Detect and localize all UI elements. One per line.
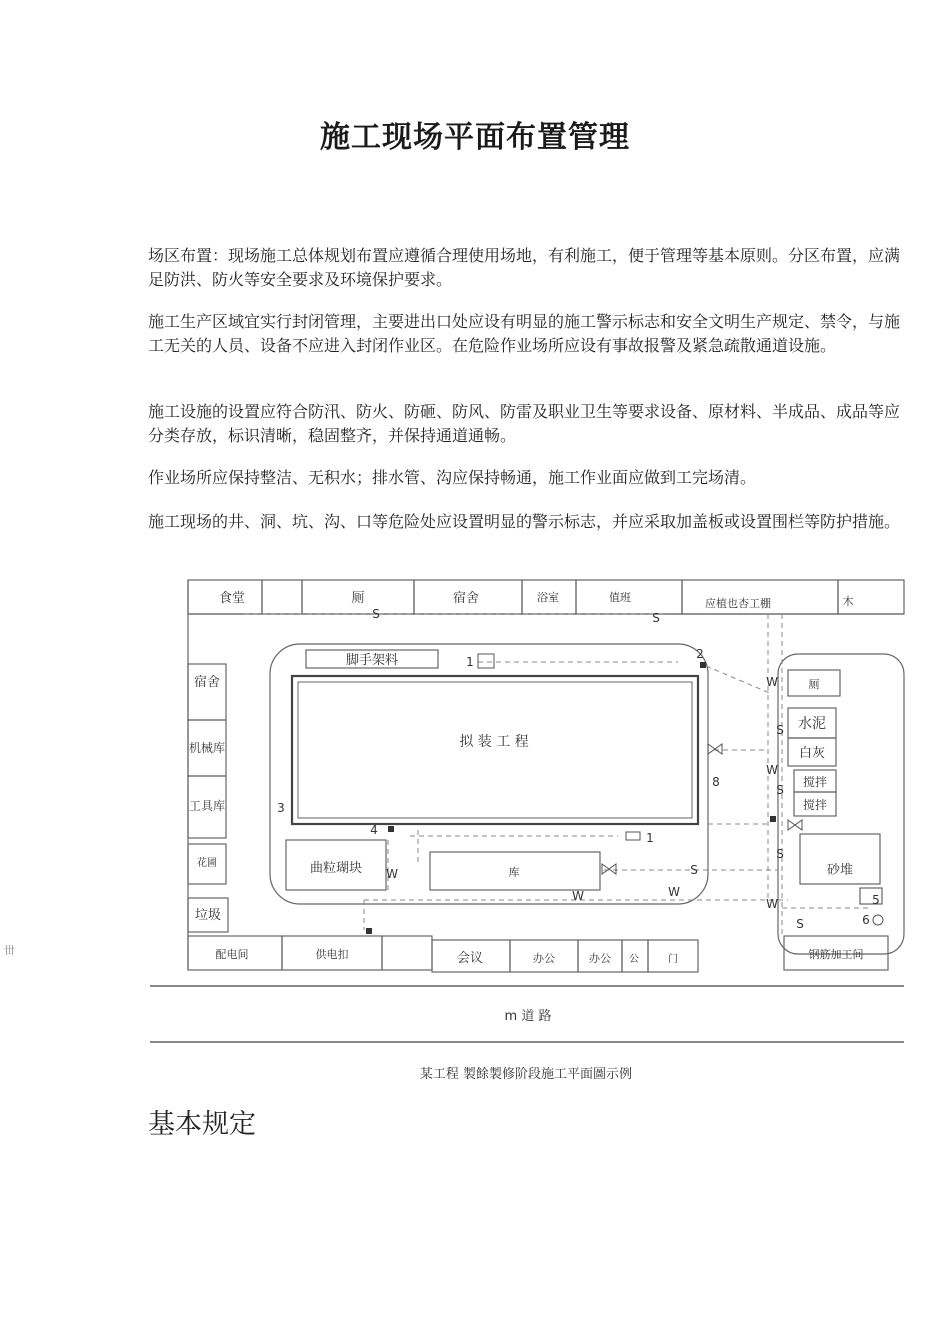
- paragraph-facility-setup: 施工设施的设置应符合防汛、防火、防砸、防风、防雷及职业卫生等要求设备、原材料、半成品、成品等应分类存放，标识清晰，稳固整齐，并保持通道通畅。: [148, 402, 901, 445]
- plan-label-canteen: 食堂: [218, 591, 246, 606]
- pipe-label-w-4: W: [386, 867, 398, 881]
- page-title: 施工现场平面布置管理: [320, 120, 630, 155]
- plan-label-shed: 应植也杏工棚: [705, 597, 771, 610]
- plan-label-mixer-1: 搅拌: [802, 775, 828, 789]
- plan-label-office-3: 公: [629, 954, 639, 965]
- plan-label-power-supply: 供电扣: [315, 948, 349, 961]
- paragraph-closed-management: 施工生产区域宜实行封闭管理，主要进出口处应设有明显的施工警示标志和安全文明生产规定、禁令，与施工无关的人员、设备不应进入封闭作业区。在危险作业场所应设有事故报警及紧急疏散通道设施。: [148, 312, 901, 355]
- plan-label-block: 曲粒瑚块: [309, 861, 363, 876]
- plan-number-1b: 1: [646, 831, 654, 845]
- pipe-label-w-3: W: [766, 897, 778, 911]
- plan-caption: 某工程 製餘製修阶段施工平面圖示例: [419, 1067, 633, 1082]
- plan-room-top-gap: [262, 580, 302, 614]
- paragraph-site-layout: 场区布置：现场施工总体规划布置应遵循合理使用场地，有利施工，便于管理等基本原则。分区布置，应满足防洪、防火等安全要求及环境保护要求。: [148, 246, 901, 289]
- plan-number-1: 1: [466, 655, 474, 669]
- pipe-label-s-3: S: [776, 723, 784, 737]
- pipe-label-s-2: S: [652, 611, 660, 625]
- pipe-label-w-6: W: [668, 885, 680, 899]
- pipe-label-s-4: S: [776, 783, 784, 797]
- pipe-label-w-2: W: [766, 763, 778, 777]
- plan-label-right-toilet: 厕: [808, 678, 820, 691]
- plan-label-garbage: 垃圾: [194, 908, 222, 923]
- plan-label-office-2: 办公: [589, 952, 611, 965]
- paragraph-work-area: 作业场所应保持整洁、无积水；排水管、沟应保持畅通，施工作业面应做到工完场清。: [148, 468, 757, 487]
- pipe-label-s-5: S: [776, 847, 784, 861]
- plan-label-duty: 值班: [609, 591, 631, 604]
- pipe-label-s-1: S: [372, 607, 380, 621]
- plan-label-rebar: 钢筋加工间: [808, 948, 864, 961]
- plan-label-office-1: 办公: [533, 952, 555, 965]
- plan-number-8: 8: [712, 775, 720, 789]
- plan-label-gate: 门: [668, 954, 678, 965]
- plan-label-mixer-2: 搅拌: [802, 798, 828, 812]
- plan-label-tool-store: 工具库: [188, 799, 226, 813]
- plan-number-2: 2: [696, 647, 704, 661]
- side-margin-mark: 丗: [4, 944, 15, 957]
- plan-number-4: 4: [370, 823, 378, 837]
- site-plan-drawing: [148, 574, 908, 1084]
- plan-label-road: m 道 路: [504, 1009, 552, 1024]
- plan-label-sand: 砂堆: [826, 863, 854, 878]
- plan-label-cement: 水泥: [798, 716, 826, 732]
- plan-label-wood: 木: [842, 595, 854, 608]
- plan-label-machine-store: 机械库: [188, 741, 226, 755]
- plan-label-center-store: 库: [508, 866, 520, 879]
- section-heading: 基本规定: [148, 1109, 256, 1140]
- plan-label-bath: 浴室: [537, 591, 559, 604]
- plan-label-dorm-top: 宿舍: [452, 591, 480, 606]
- plan-label-main-building: 拟 装 工 程: [459, 734, 529, 750]
- plan-label-meeting: 会议: [456, 951, 484, 966]
- plan-number-3: 3: [277, 801, 285, 815]
- site-plan-figure: [148, 574, 908, 1084]
- paragraph-hazard-protection: 施工现场的井、洞、坑、沟、口等危险处应设置明显的警示标志，并应采取加盖板或设置围栏等防护措施。: [148, 512, 901, 531]
- plan-label-lime: 白灰: [798, 746, 826, 761]
- pipe-label-s-7: S: [796, 917, 804, 931]
- pipe-label-w-5: W: [572, 889, 584, 903]
- plan-label-left-dorm: [194, 675, 220, 690]
- plan-number-6: 6: [862, 913, 870, 927]
- plan-label-flower: 花圃: [197, 858, 217, 869]
- plan-label-scaffold: 脚手架料: [345, 653, 399, 668]
- plan-label-toilet-top: 厕: [351, 591, 365, 606]
- plan-number-5: 5: [872, 893, 880, 907]
- plan-label-power-room: 配电间: [215, 948, 249, 961]
- pipe-label-w-1: W: [766, 675, 778, 689]
- pipe-label-s-6: S: [690, 863, 698, 877]
- plan-label-left-dorm-text: 宿舍: [193, 675, 221, 690]
